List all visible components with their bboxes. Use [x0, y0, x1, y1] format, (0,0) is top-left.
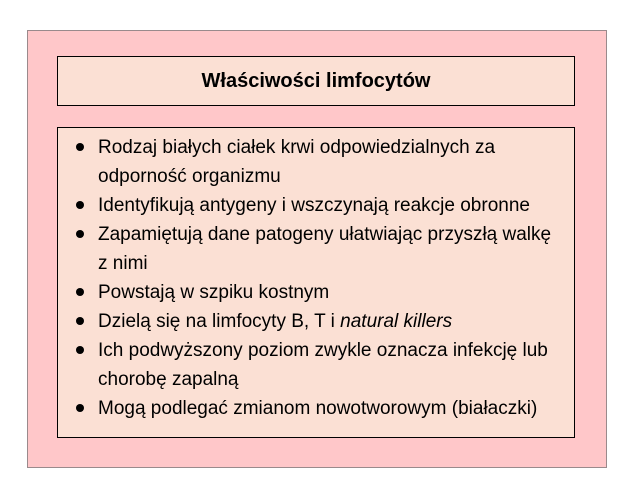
- list-item: [58, 394, 574, 423]
- list-item: [58, 336, 574, 394]
- list-item: [58, 133, 574, 191]
- list-item-text: Mogą podlegać zmianom nowotworowym (białaczki): [98, 398, 538, 419]
- list-item-text: Dzielą się na limfocyty B, T i: [98, 311, 341, 332]
- bullet-icon: [76, 288, 84, 296]
- bullet-icon: [76, 404, 84, 412]
- list-item-text: Identyfikują antygeny i wszczynają reakcje obronne: [98, 195, 530, 216]
- bullet-list: [58, 133, 574, 423]
- bullet-icon: [76, 230, 84, 238]
- list-item: [58, 278, 574, 307]
- content-box: [57, 127, 575, 438]
- page-title: Właściwości limfocytów: [201, 69, 431, 92]
- list-item-text: Ich podwyższony poziom zwykle oznacza infekcję lub chorobę zapalną: [98, 340, 548, 390]
- list-item-text: Powstają w szpiku kostnym: [98, 282, 330, 303]
- bullet-icon: [76, 201, 84, 209]
- list-item: [58, 220, 574, 278]
- title-box: [57, 56, 575, 106]
- list-item-italic-text: natural killers: [340, 311, 453, 332]
- list-item: [58, 191, 574, 220]
- bullet-icon: [76, 317, 84, 325]
- list-item: [58, 307, 574, 336]
- bullet-icon: [76, 143, 84, 151]
- list-item-text: Zapamiętują dane patogeny ułatwiając przyszłą walkę z nimi: [98, 224, 552, 274]
- bullet-icon: [76, 346, 84, 354]
- list-item-text: Rodzaj białych ciałek krwi odpowiedzialnych za odporność organizmu: [98, 137, 496, 187]
